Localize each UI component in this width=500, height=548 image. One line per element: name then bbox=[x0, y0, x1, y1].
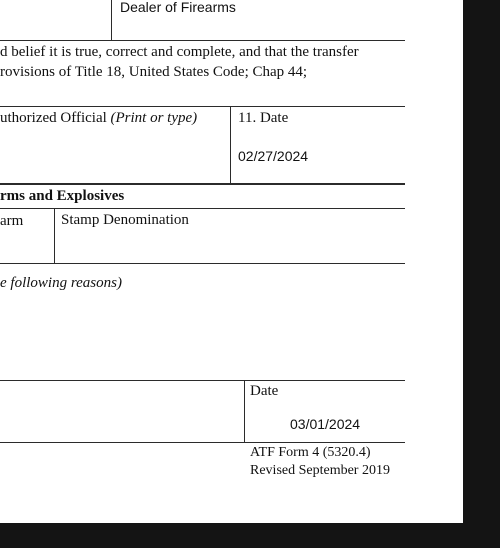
firearm-label: arm bbox=[0, 213, 24, 229]
dealer-divider bbox=[111, 0, 112, 40]
date-label: Date bbox=[250, 383, 279, 399]
date-value[interactable]: 03/01/2024 bbox=[290, 416, 361, 432]
rule-4 bbox=[0, 208, 405, 209]
stamp-denomination-label: Stamp Denomination bbox=[61, 212, 189, 228]
official-date-divider bbox=[230, 106, 231, 184]
signature-date-divider bbox=[244, 380, 245, 442]
statement-line-1: d belief it is true, correct and complete, and that the transfer bbox=[0, 44, 359, 60]
rule-1 bbox=[0, 40, 405, 41]
dealer-of-firearms-label: Dealer of Firearms bbox=[120, 0, 236, 15]
authorized-official-text: uthorized Official bbox=[0, 110, 107, 126]
rule-5 bbox=[0, 263, 405, 264]
footer-form-number: ATF Form 4 (5320.4) bbox=[250, 445, 371, 460]
section-heading: rms and Explosives bbox=[0, 188, 125, 204]
rule-6 bbox=[0, 380, 405, 381]
authorized-official-label bbox=[0, 111, 197, 126]
print-or-type-note: (Print or type) bbox=[110, 110, 198, 126]
reasons-label: e following reasons) bbox=[0, 275, 122, 291]
footer-revised: Revised September 2019 bbox=[250, 463, 390, 478]
firearm-stamp-divider bbox=[54, 208, 55, 263]
rule-3 bbox=[0, 183, 405, 185]
rule-7 bbox=[0, 442, 405, 443]
rule-2 bbox=[0, 106, 405, 107]
date-11-value[interactable]: 02/27/2024 bbox=[238, 148, 309, 164]
date-11-label: 11. Date bbox=[238, 110, 289, 126]
statement-line-2: rovisions of Title 18, United States Code; Chap 44; bbox=[0, 64, 308, 80]
